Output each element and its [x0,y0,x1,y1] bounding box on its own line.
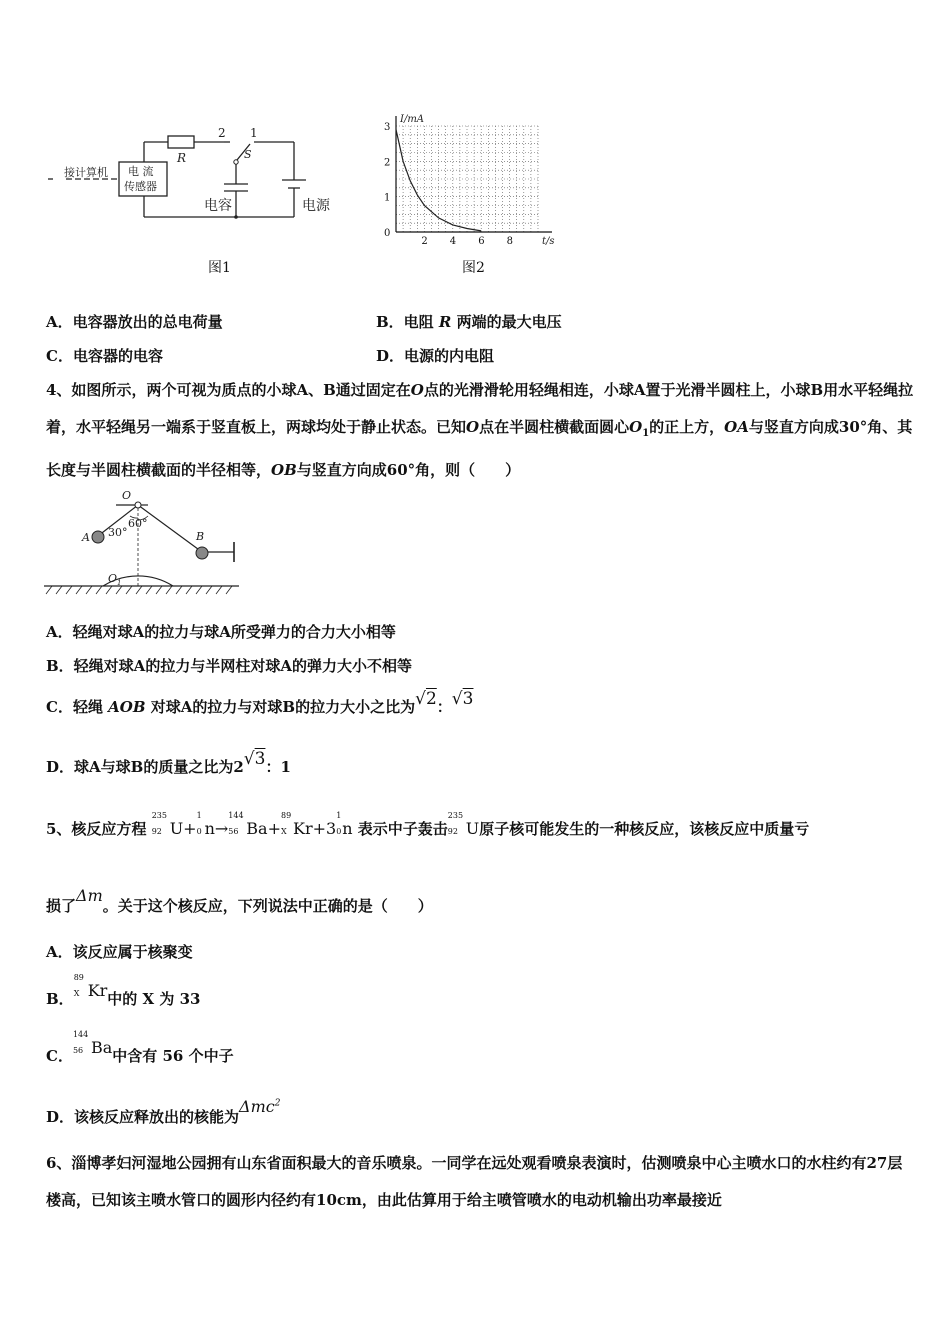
resistor-label: R [177,151,187,165]
q4-segment-oa: OA [724,418,749,436]
source-label: 电源 [302,198,330,214]
q4-option-a: A．轻绳对球A的拉力与球A所受弹力的合力大小相等 [46,623,396,641]
computer-label: 接计算机 [64,166,108,179]
q5-option-a: A．该反应属于核聚变 [46,943,193,961]
q3-option-b [376,311,562,332]
q5-u-target: 235 92 U [447,811,480,838]
x-tick-label: 4 [449,236,457,247]
q4-point-o-2: O [466,418,480,436]
q5-option-c [46,1030,234,1066]
x-tick-label: 2 [421,236,428,247]
q4-option-c-sqrt-2: √2 [415,689,437,709]
q3-option-b-post: 两端的最大电压 [451,313,562,331]
q4-option-d-pre: D．球A与球B的质量之比为2 [46,758,244,776]
q5-option-b-pre: B． [46,990,74,1008]
q3-option-b-pre: B．电阻 [376,313,439,331]
q5-option-b-post: 中的 X 为 33 [107,990,201,1008]
terminal-1-label: 1 [250,126,258,140]
terminal-2-label: 2 [218,126,226,140]
y-tick-label: 2 [384,157,391,169]
q5-mid: 表示中子轰击 [357,820,448,838]
chart-y-axis-label: I/mA [400,114,425,125]
chart-grid [396,126,538,232]
q4-fig-angle-60: 60° [128,517,148,530]
current-time-graph [378,108,563,248]
y-tick-label: 0 [384,228,391,239]
q5-eq-u: 235 92 U [151,811,184,838]
q5-eq-ba: 144 56 Ba [228,811,268,838]
q4-stem-4: 的正上方， [649,418,725,436]
q5-option-b [46,973,201,1009]
q4-option-c-sqrt-3: √3 [451,689,474,709]
q5-eq-plus-3: + [312,819,327,838]
q4-stem-5: 与竖直方向成30°角、其长度与半圆柱横截面的半径相等， [46,418,913,479]
q5-eq-n2: 1 0 n [336,811,353,838]
q5-option-c-pre: C． [46,1047,73,1065]
q3-option-c: C．电容器的电容 [46,347,163,365]
q5-eq-arrow: → [214,819,229,838]
y-tick-label: 1 [384,192,391,204]
q5-eq-plus-1: + [183,819,197,838]
q5-eq-kr: 89 X Kr [281,811,313,838]
sensor-label-1: 电 流 [128,165,154,178]
q5-eq-plus-2: + [267,819,281,838]
q5-option-d-expr: Δmc$^2$ [239,1097,281,1116]
q5-line2-post: 。关于这个核反应，下列说法中正确的是（ ） [102,897,433,915]
q4-stem [46,372,916,489]
q4-point-o: O [410,381,424,399]
q5-prefix: 5、核反应方程 [46,820,147,838]
q5-option-b-nuclide: 89 X Kr [73,973,108,1000]
x-tick-label: 6 [478,236,485,247]
x-tick-label: 8 [506,236,513,247]
q5-suffix: 原子核可能发生的一种核反应，该核反应中质量亏 [479,820,810,838]
y-tick-label: 3 [384,122,391,133]
q5-delta-m: Δm [76,886,103,905]
q4-option-c-pre: C．轻绳 [46,698,109,716]
q3-option-d: D．电源的内电阻 [376,347,495,365]
q3-option-a: A．电容器放出的总电荷量 [46,313,223,331]
q4-fig-angle-30: 30° [108,526,128,539]
q4-point-o1-sub: 1 [642,428,650,439]
circuit-diagram [44,122,344,232]
q5-stem-line2 [46,886,433,916]
q4-option-c-var: AOB [108,698,146,716]
q4-fig-a: A [82,531,90,544]
q5-option-c-nuclide: 144 56 Ba [72,1030,113,1057]
q5-option-d [46,1097,281,1127]
q4-fig-o: O [122,490,132,502]
switch-label: S [244,148,252,161]
q4-point-o1: O [629,418,643,436]
q4-diagram [44,490,244,600]
q4-segment-ob: OB [271,461,297,479]
q4-option-c [46,689,474,717]
q5-option-c-post: 中含有 56 个中子 [112,1047,234,1065]
q4-option-b: B．轻绳对球A的拉力与半网柱对球A的弹力大小不相等 [46,657,412,675]
q5-line2-pre: 损了 [46,897,77,915]
q4-option-c-sep: ： [436,698,452,716]
q5-stem-line1 [46,811,810,839]
q4-option-c-post: 对球A的拉力与对球B的拉力大小之比为 [145,698,416,716]
q4-fig-b: B [196,530,205,543]
q4-option-d-sqrt-3: √3 [243,749,266,769]
q5-eq-n: 1 0 n [196,811,215,838]
q6-stem: 6、淄博孝妇河湿地公园拥有山东省面积最大的音乐喷泉。一同学在远处观看喷泉表演时，估测喷泉中心主喷水口的水柱约有27层楼高，已知该主喷水管口的圆形内径约有10cm，由此估算用于给主喷管喷水的电动机输出功率最接近 [46,1154,903,1209]
sensor-label-2: 传感器 [124,180,157,193]
q4-stem-2: 点的光滑滑轮用轻绳相连，小球A置于光滑半圆柱上，小球B用水平轻绳拉着，水平轻绳另一端系于竖直板上，两球均处于静止状态。已知 [46,381,914,436]
q4-option-d-post: ：1 [265,758,291,776]
q4-stem-1: 4、如图所示，两个可视为质点的小球A、B通过固定在 [46,381,411,399]
q4-stem-6: 与竖直方向成60°角，则（ ） [296,461,521,479]
q4-option-d [46,749,291,777]
q5-option-d-pre: D．该核反应释放出的核能为 [46,1108,240,1126]
chart-x-axis-label: t/s [542,236,555,247]
capacitor-label: 电容 [204,198,232,214]
q3-option-b-var: R [438,313,452,331]
q4-fig-o1: $O_1$ [108,572,122,587]
q5-eq-coef: 3 [326,819,337,838]
figure2-caption: 图2 [462,260,485,276]
figure1-caption: 图1 [208,260,231,276]
q4-stem-3: 点在半圆柱横截面圆心 [479,418,630,436]
